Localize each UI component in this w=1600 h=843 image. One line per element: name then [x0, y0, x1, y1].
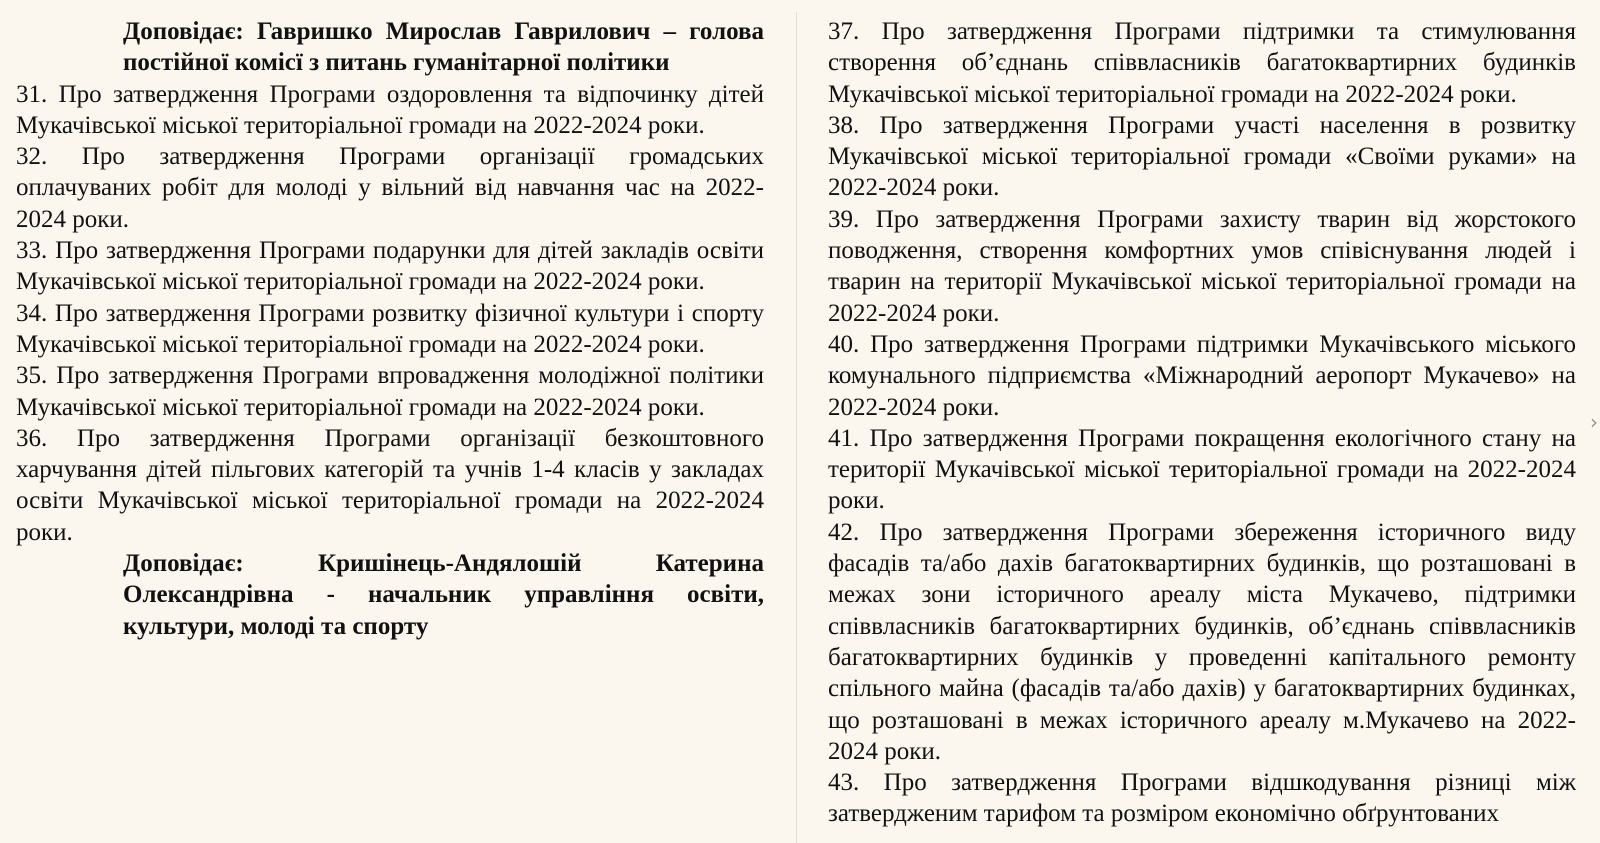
agenda-item-32: 32. Про затвердження Програми організації громадських оплачуваних робіт для молоді у вільний від навчання час на 2022-2024 роки.: [16, 143, 764, 233]
agenda-item-36: 36. Про затвердження Програми організації безкоштовного харчування дітей пільгових категорій та учнів 1-4 класів у закладах освіти Мукачівської міської територіальної громади на 2022-2024 роки.: [16, 424, 764, 546]
agenda-item-35: 35. Про затвердження Програми впровадження молодіжної політики Мукачівської міської територіальної громади на 2022-2024 роки.: [16, 362, 764, 421]
left-column: [16, 16, 764, 642]
agenda-item-41: 41. Про затвердження Програми покращення екологічного стану на території Мукачівської міської територіальної громади на 2022-2024 роки.: [828, 424, 1576, 515]
agenda-item-38: 38. Про затвердження Програми участі населення в розвитку Мукачівської міської територіальної громади «Своїми руками» на 2022-2024 роки.: [828, 111, 1576, 202]
agenda-item-39: 39. Про затвердження Програми захисту тварин від жорстокого поводження, створення комфортних умов співіснування людей і тварин на території Мукачівської міської територіальної громади на 2022-2024 роки.: [828, 205, 1576, 327]
reporter-note-2: Доповідає: Кришінець-Андялошій Катерина Олександрівна - начальник управління освіти, культури, молоді та спорту: [123, 550, 764, 640]
right-column: [828, 16, 1576, 830]
column-divider: [796, 12, 797, 843]
agenda-item-43: 43. Про затвердження Програми відшкодування різниці між затвердженим тарифом та розміром економічно обґрунтованих: [828, 769, 1576, 828]
agenda-item-40: 40. Про затвердження Програми підтримки Мукачівського міського комунального підприємства «Міжнародний аеропорт Мукачево» на 2022-2024 роки.: [828, 330, 1576, 421]
agenda-item-31: 31. Про затвердження Програми оздоровлення та відпочинку дітей Мукачівської міської територіальної громади на 2022-2024 роки.: [16, 80, 764, 139]
agenda-item-33: 33. Про затвердження Програми подарунки для дітей закладів освіти Мукачівської міської територіальної громади на 2022-2024 роки.: [16, 237, 764, 296]
agenda-item-37: 37. Про затвердження Програми підтримки та стимулювання створення об’єднань співвласників багатоквартирних будинків Мукачівської міської територіальної громади на 2022-2024 роки.: [828, 18, 1576, 108]
right-edge-mark-icon: ›: [1590, 410, 1598, 434]
agenda-item-42: 42. Про затвердження Програми збереження історичного виду фасадів та/або дахів багатоквартирних будинків, що розташовані в межах зони історичного ареалу міста Мукачево, підтримки співвласників багатоквартирних будинків, об’єднань співвласників багатоквартирних будинків у проведенні капітального ремонту спільного майна (фасадів та/або дахів) у багатоквартирних будинках, що розташовані в межах історичного ареалу м.Мукачево на 2022-2024 роки.: [828, 518, 1576, 765]
reporter-note-1: Доповідає: Гавришко Мирослав Гаврилович – голова постійної комісї з питань гуманітарної політики: [123, 18, 764, 77]
agenda-item-34: 34. Про затвердження Програми розвитку фізичної культури і спорту Мукачівської міської територіальної громади на 2022-2024 роки.: [16, 299, 764, 358]
